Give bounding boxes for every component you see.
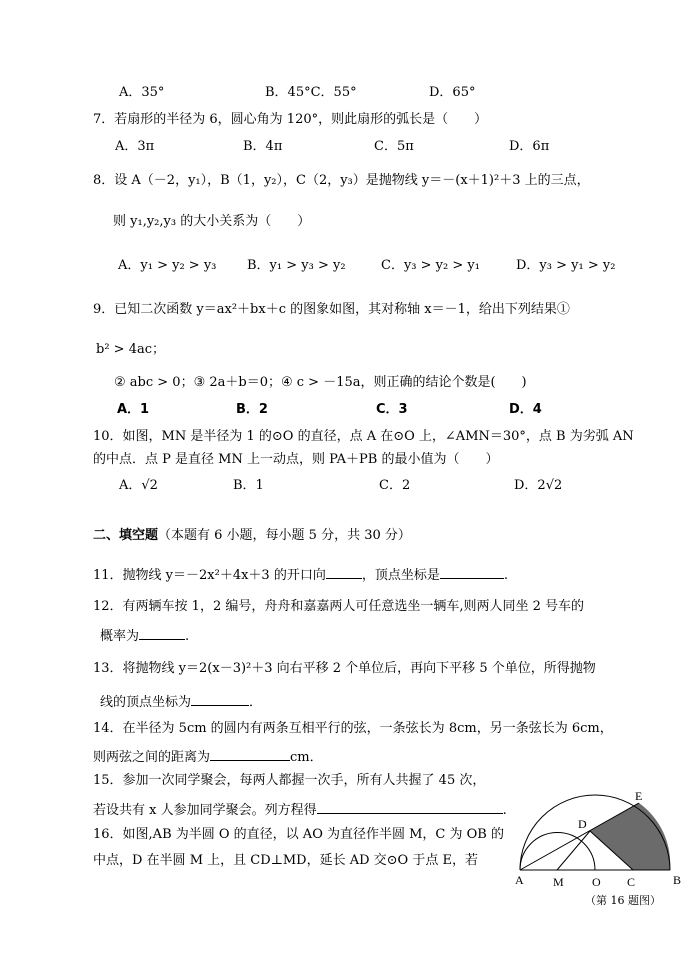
label-e: E bbox=[635, 792, 643, 803]
q9-option-d: D．4 bbox=[509, 402, 542, 417]
q8-line2: 则 y₁,y₂,y₃ 的大小关系为（ ） bbox=[113, 214, 311, 229]
q12-line2 bbox=[100, 627, 189, 643]
label-m: M bbox=[553, 875, 564, 889]
q6-option-d: D．65° bbox=[429, 85, 476, 100]
q8-option-a: A．y₁ > y₂ > y₃ bbox=[118, 258, 217, 273]
q9-stem: 9．已知二次函数 y＝ax²＋bx＋c 的图象如图，其对称轴 x＝－1，给出下列结果① bbox=[93, 302, 570, 317]
q13-line2-label: 线的顶点坐标为 bbox=[100, 695, 192, 710]
q13-line2-end: ． bbox=[249, 695, 263, 710]
q16-line1: 16．如图,AB 为半圆 O 的直径，以 AO 为直径作半圆 M，C 为 OB 的 bbox=[93, 827, 504, 842]
label-d: D bbox=[578, 817, 587, 831]
q8-option-b: B．y₁ > y₃ > y₂ bbox=[247, 258, 346, 273]
q9-line2: b² > 4ac； bbox=[96, 342, 165, 357]
q14-line1: 14．在半径为 5cm 的圆内有两条互相平行的弦，一条弦长为 8cm，另一条弦长为 6cm， bbox=[93, 721, 613, 736]
figure-16 bbox=[515, 792, 687, 912]
q7-stem: 7．若扇形的半径为 6，圆心角为 120°，则此扇形的弧长是（ ） bbox=[93, 112, 488, 127]
section2-note: （本题有 6 小题，每小题 5 分，共 30 分） bbox=[158, 528, 411, 543]
label-o: O bbox=[592, 875, 601, 889]
figure-caption: （第 16 题图） bbox=[585, 894, 661, 907]
label-b: B bbox=[673, 873, 682, 887]
q13-blank-vertex[interactable] bbox=[191, 693, 249, 706]
shaded-region bbox=[590, 803, 670, 870]
q9-option-b: B．2 bbox=[236, 402, 268, 417]
q10-stem: 10．如图，MN 是半径为 1 的⊙O 的直径，点 A 在⊙O 上，∠AMN＝30°，点 B 为劣弧 AN bbox=[93, 429, 634, 444]
q15-line2-label: 若设共有 x 人参加同学聚会。列方程得 bbox=[93, 803, 317, 818]
q15-line2 bbox=[93, 801, 507, 817]
q15-line2-end: . bbox=[502, 803, 507, 818]
q13-line1: 13．将抛物线 y＝2(x－3)²＋3 向右平移 2 个单位后，再向下平移 5 个单位，所得抛物 bbox=[93, 661, 596, 676]
q6-option-b: B．45°C．55° bbox=[265, 85, 357, 100]
q10-line2: 的中点．点 P 是直径 MN 上一动点，则 PA＋PB 的最小值为（ ） bbox=[93, 452, 499, 467]
q14-blank-distance[interactable] bbox=[210, 748, 290, 761]
q11-blank-direction[interactable] bbox=[326, 566, 362, 579]
q12-line2-end: . bbox=[185, 629, 190, 644]
q7-option-a: A．3π bbox=[115, 139, 155, 154]
q7-option-c: C．5π bbox=[374, 139, 414, 154]
q10-option-c: C．2 bbox=[379, 478, 411, 493]
q14-line2 bbox=[93, 748, 323, 764]
q9-option-a: A．1 bbox=[117, 402, 150, 417]
q16-line2: 中点，D 在半圆 M 上，且 CD⊥MD，延长 AD 交⊙O 于点 E，若 bbox=[93, 853, 478, 868]
q9-option-c: C．3 bbox=[376, 402, 408, 417]
q8-option-c: C．y₃ > y₂ > y₁ bbox=[381, 258, 480, 273]
q11-part1: 11．抛物线 y＝－2x²＋4x＋3 的开口向 bbox=[93, 568, 326, 583]
q12-line2-label: 概率为 bbox=[100, 629, 140, 644]
q8-stem: 8．设 A（－2，y₁），B（1，y₂），C（2，y₃）是抛物线 y＝－(x＋1)²＋3 上的三点， bbox=[93, 173, 590, 188]
q10-option-a: A．√2 bbox=[119, 478, 158, 493]
q14-line2-unit: cm． bbox=[290, 750, 323, 765]
q12-line1: 12．有两辆车按 1，2 编号，舟舟和嘉嘉两人可任意选坐一辆车,则两人同坐 2 号车的 bbox=[93, 599, 585, 614]
q10-option-d: D．2√2 bbox=[514, 478, 563, 493]
q11-part2: ，顶点坐标是 bbox=[361, 568, 440, 583]
q9-line3: ② abc > 0；③ 2a＋b＝0；④ c > －15a，则正确的结论个数是( ) bbox=[114, 375, 527, 390]
q11-blank-vertex[interactable] bbox=[440, 566, 504, 579]
q15-blank-equation[interactable] bbox=[317, 801, 503, 814]
q11-part3: . bbox=[503, 568, 508, 583]
q10-option-b: B．1 bbox=[233, 478, 264, 493]
q6-option-a: A．35° bbox=[119, 85, 165, 100]
label-c: C bbox=[627, 875, 636, 889]
q7-option-b: B．4π bbox=[243, 139, 283, 154]
q7-option-d: D．6π bbox=[509, 139, 550, 154]
section2-title: 二、填空题 bbox=[93, 528, 159, 543]
q8-option-d: D．y₃ > y₁ > y₂ bbox=[516, 258, 616, 273]
q15-line1: 15．参加一次同学聚会，每两人都握一次手，所有人共握了 45 次， bbox=[93, 773, 486, 788]
section2-heading bbox=[93, 529, 411, 542]
label-a: A bbox=[515, 873, 524, 887]
line-md bbox=[557, 831, 590, 870]
q12-blank-probability[interactable] bbox=[139, 627, 185, 640]
q11 bbox=[93, 566, 508, 582]
q14-line2-label: 则两弦之间的距离为 bbox=[93, 750, 211, 765]
q13-line2 bbox=[100, 693, 262, 709]
